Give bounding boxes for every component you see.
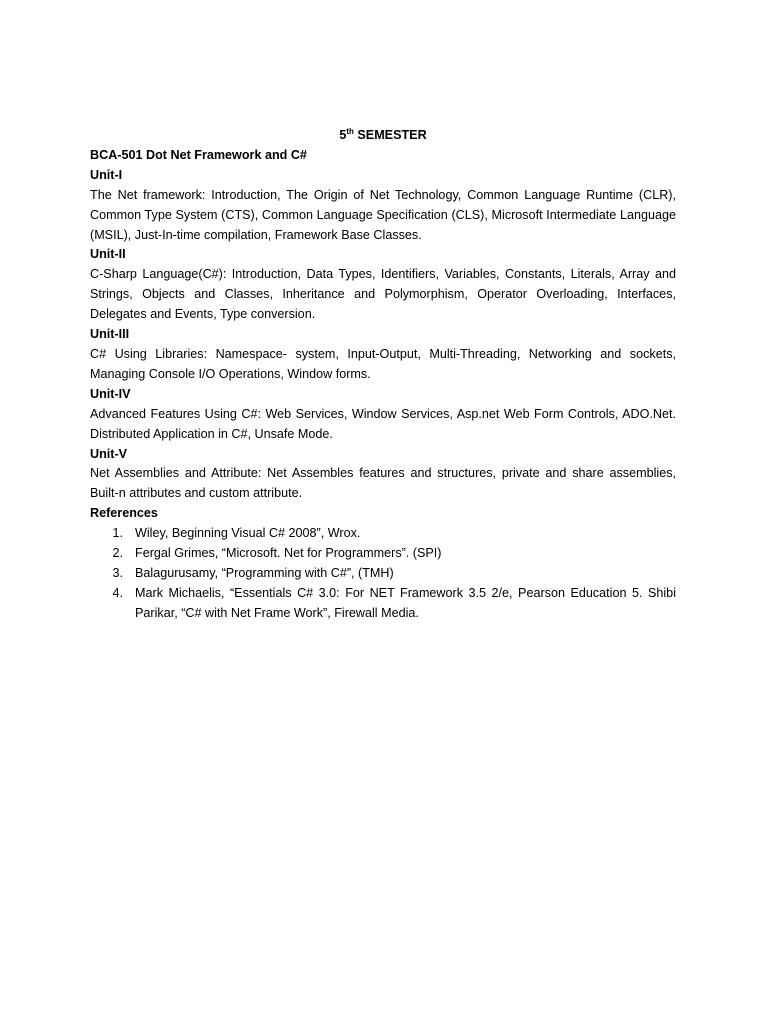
unit-title-4: Unit-IV	[90, 386, 131, 401]
unit-content-2: C-Sharp Language(C#): Introduction, Data Types, Identifiers, Variables, Constants, Literals, Array and Strings, Objects and Classes, Inheritance and Polymorphism, Operator Overloading, Interfaces, Delegates and Events, Type conversion.	[90, 267, 676, 322]
document-page	[90, 126, 676, 624]
unit-title-2: Unit-II	[90, 247, 126, 262]
references-list	[90, 524, 676, 624]
reference-number: 2.	[112, 546, 123, 561]
semester-heading	[90, 126, 676, 146]
unit-content-3: C# Using Libraries: Namespace- system, Input-Output, Multi-Threading, Networking and sockets, Managing Console I/O Operations, Window forms.	[90, 346, 676, 381]
unit-content-5: Net Assemblies and Attribute: Net Assembles features and structures, private and share assemblies, Built-n attributes and custom attribute.	[90, 466, 676, 501]
references-title: References	[90, 506, 158, 521]
reference-text: Wiley, Beginning Visual C# 2008”, Wrox.	[135, 526, 361, 541]
reference-item	[90, 584, 676, 624]
unit-content-4: Advanced Features Using C#: Web Services, Window Services, Asp.net Web Form Controls, ADO.Net. Distributed Application in C#, Unsafe Mode.	[90, 406, 676, 441]
semester-number: 5	[339, 128, 347, 142]
semester-superscript: th	[346, 127, 354, 136]
semester-word: SEMESTER	[353, 128, 427, 142]
reference-number: 4.	[112, 585, 123, 600]
reference-text: Mark Michaelis, “Essentials C# 3.0: For NET Framework 3.5 2/e, Pearson Education 5. Shibi Parikar, “C# with Net Frame Work”, Firewall Media.	[135, 585, 676, 620]
reference-number: 3.	[112, 565, 123, 580]
reference-item	[90, 544, 676, 564]
reference-text: Balagurusamy, “Programming with C#”, (TMH)	[135, 565, 394, 580]
course-title: BCA-501 Dot Net Framework and C#	[90, 147, 307, 162]
reference-item	[90, 564, 676, 584]
reference-item	[90, 524, 676, 544]
unit-title-5: Unit-V	[90, 446, 128, 461]
reference-number: 1.	[112, 526, 123, 541]
unit-title-1: Unit-I	[90, 167, 123, 182]
unit-title-3: Unit-III	[90, 327, 130, 342]
unit-content-1: The Net framework: Introduction, The Origin of Net Technology, Common Language Runtime (CLR), Common Type System (CTS), Common Language Specification (CLS), Microsoft Intermediate Language (MSIL), Just-In-time compilation, Framework Base Classes.	[90, 187, 676, 242]
reference-text: Fergal Grimes, “Microsoft. Net for Programmers”. (SPI)	[135, 546, 442, 561]
